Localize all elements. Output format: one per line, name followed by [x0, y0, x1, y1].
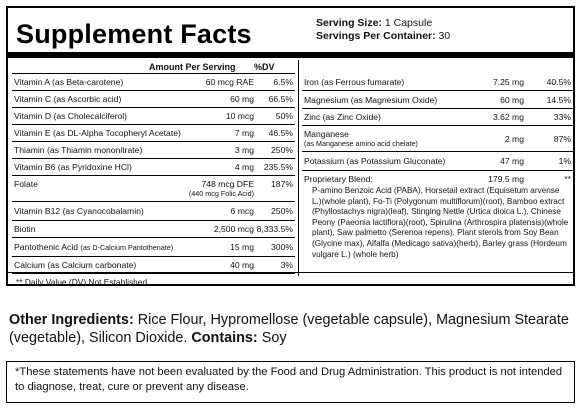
nutrient-dv: 66.5% — [268, 94, 293, 104]
contains-text: Soy — [257, 330, 287, 346]
servings-per-container-value: 30 — [438, 30, 451, 42]
nutrient-row — [302, 152, 573, 171]
nutrient-row — [12, 125, 295, 142]
blend-row — [302, 172, 573, 186]
panel-title: Supplement Facts — [16, 19, 252, 49]
blend-amount: 179.5 mg — [488, 174, 524, 184]
nutrient-name: Pantothenic Acid — [14, 241, 79, 252]
blend-name: Proprietary Blend: — [304, 174, 373, 184]
nutrient-dv: 235.5% — [263, 162, 293, 172]
nutrient-row — [12, 176, 295, 202]
nutrient-amount: 47 mg — [500, 156, 524, 166]
column-header — [12, 60, 295, 74]
other-ingredients-label: Other Ingredients: — [9, 312, 134, 328]
right-nutrient-column — [302, 74, 573, 260]
nutrient-dv: 40.5% — [546, 77, 571, 87]
dv-footnote: ** Daily Value (DV) Not Established. — [16, 277, 150, 287]
nutrient-amount: 60 mg — [500, 94, 524, 105]
nutrient-dv: 8,333.5% — [256, 224, 293, 234]
column-divider — [298, 60, 299, 276]
nutrient-name: Magnesium (as Magnesium Oxide) — [304, 94, 438, 105]
serving-info — [316, 17, 450, 43]
serving-size-label: Serving Size: — [316, 17, 382, 29]
nutrient-dv: 33% — [553, 112, 571, 122]
nutrient-name: Vitamin B6 (as Pyridoxine HCl) — [14, 162, 132, 172]
footnote-divider — [8, 272, 573, 273]
nutrient-amount: 3 mg — [234, 145, 254, 155]
nutrient-amount: 748 mcg DFE — [201, 179, 254, 189]
nutrient-row — [302, 74, 573, 91]
nutrient-name: Potassium (as Potassium Gluconate) — [304, 156, 446, 166]
left-nutrient-column — [12, 60, 295, 274]
nutrient-dv: 46.5% — [268, 128, 293, 138]
nutrient-row — [302, 109, 573, 126]
nutrient-amount: 6 mcg — [230, 206, 254, 216]
nutrient-dv: 300% — [271, 242, 293, 252]
other-ingredients-text: Rice Flour, Hypromellose (vegetable capsule), Magnesium Stearate (vegetable), Silicon Dioxide. — [9, 312, 569, 346]
nutrient-dv: 250% — [271, 145, 293, 155]
nutrient-amount: 2 mg — [504, 133, 524, 144]
nutrient-dv: 50% — [275, 111, 293, 121]
nutrient-name: Vitamin D (as Cholecalciferol) — [14, 111, 128, 121]
nutrient-name: Vitamin B12 (as Cyanocobalamin) — [14, 206, 144, 216]
nutrient-name: Vitamin E (as DL-Alpha Tocopheryl Acetate) — [14, 128, 181, 138]
nutrient-name: Iron (as Ferrous fumarate) — [304, 77, 405, 87]
nutrient-amount: 10 mcg — [225, 111, 254, 121]
nutrient-name: Zinc (as Zinc Oxide) — [304, 112, 381, 122]
nutrient-amount: 2,500 mcg — [213, 224, 254, 234]
nutrient-sub: (as Manganese amino acid chelate) — [304, 138, 418, 148]
fda-disclaimer: *These statements have not been evaluated by the Food and Drug Administration. This product is not intended to diagnose, treat, cure or prevent any disease. — [6, 361, 575, 403]
nutrient-row — [302, 126, 573, 152]
nutrient-name: Vitamin A (as Beta-carotene) — [14, 77, 124, 87]
nutrient-row — [12, 108, 295, 125]
nutrient-dv: 6.5% — [273, 77, 293, 87]
nutrient-name: Vitamin C (as Ascorbic acid) — [14, 94, 122, 104]
nutrient-amount: 7.25 mg — [492, 77, 524, 87]
nutrient-dv: 187% — [271, 179, 293, 189]
blend-dv: ** — [564, 174, 571, 184]
other-ingredients — [9, 311, 575, 347]
contains-label: Contains: — [191, 330, 258, 346]
nutrient-dv: 1% — [558, 156, 571, 166]
serving-size-value: 1 Capsule — [384, 17, 433, 29]
amount-header: Amount Per Serving — [149, 61, 236, 72]
nutrient-name: Calcium (as Calcium carbonate) — [14, 260, 137, 270]
nutrient-row — [12, 142, 295, 159]
nutrient-name-group — [302, 129, 474, 149]
nutrient-note: (440 mcg Folic Acid) — [188, 189, 254, 198]
nutrient-amount: 4 mg — [234, 162, 254, 172]
nutrient-row — [12, 74, 295, 91]
nutrient-row — [12, 91, 295, 108]
nutrient-name: Folate — [14, 179, 38, 189]
nutrient-name: Biotin — [14, 224, 36, 234]
nutrient-name: Thiamin (as Thiamin mononitrate) — [14, 145, 143, 155]
nutrient-row — [12, 202, 295, 221]
thick-divider — [8, 52, 573, 58]
nutrient-amount-group — [180, 179, 254, 199]
nutrient-amount: 60 mcg RAE — [205, 77, 254, 87]
nutrient-row — [12, 238, 295, 257]
nutrient-dv: 250% — [271, 206, 293, 216]
nutrient-amount: 3.62 mg — [492, 112, 524, 122]
nutrient-row — [12, 159, 295, 176]
nutrient-dv: 14.5% — [546, 94, 571, 105]
nutrient-amount: 15 mg — [230, 242, 254, 252]
nutrient-row — [302, 91, 573, 109]
nutrient-name-group — [12, 242, 202, 253]
nutrient-amount: 60 mg — [230, 94, 254, 104]
nutrient-dv: 3% — [280, 260, 293, 270]
supplement-facts-panel — [6, 6, 575, 286]
servings-per-container-label: Servings Per Container: — [316, 30, 436, 42]
nutrient-amount: 40 mg — [230, 260, 254, 270]
nutrient-name: Manganese — [304, 128, 349, 139]
nutrient-amount: 7 mg — [234, 128, 254, 138]
dv-header: %DV — [254, 61, 275, 72]
nutrient-name-note: (as D-Calcium Pantothenate) — [80, 242, 174, 252]
nutrient-row — [12, 221, 295, 238]
nutrient-dv: 87% — [553, 133, 571, 144]
blend-ingredients: P-amino Benzoic Acid (PABA), Horsetail extract (Equisetum arvense L.)(whole plant), Fo-Ti (Polygonum multiflorum)(root), Bamboo extract (Phyllostachys nigra)(leaf), Stinging Nettle (Urtica dioica L.), Chinese Peony (Paeonia lactiflora)(root), Spirulina (Arthrospira platensis)(whole plant), Saw palmetto (Serenoa repens), Plant sterols from Soy Bean (Glycine max), Alfalfa (Medicago sativa)(herb), Barley grass (Hordeum vulgare L.) (whole herb) — [312, 186, 569, 259]
